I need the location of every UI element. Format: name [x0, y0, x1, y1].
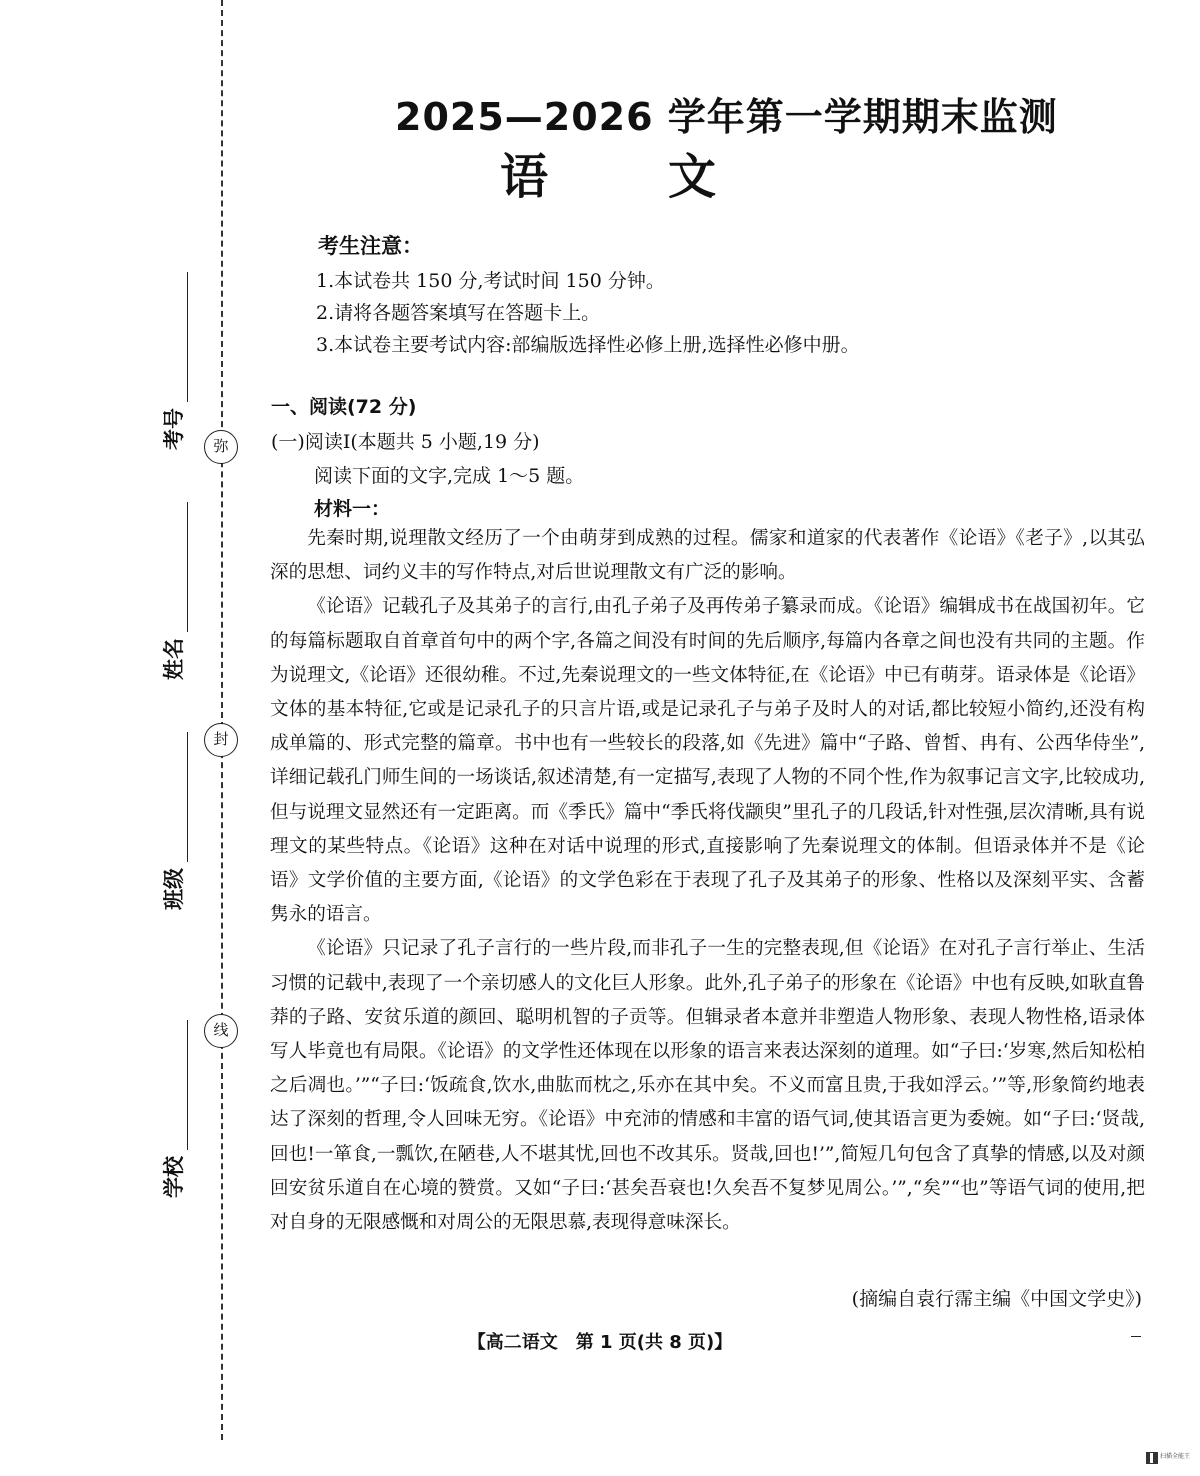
- class-label: 班级: [162, 868, 186, 910]
- source-citation: (摘编自袁行霈主编《中国文学史》): [851, 1288, 1142, 1310]
- exam-number-label: 考号: [162, 408, 186, 450]
- exam-number-blank[interactable]: [167, 272, 188, 402]
- class-field[interactable]: [158, 800, 188, 910]
- subject-title: 语文: [500, 149, 837, 205]
- footer-dash: [1131, 1336, 1141, 1337]
- seal-char-xian: 线: [204, 1014, 238, 1048]
- notice-item: 1.本试卷共 150 分,考试时间 150 分钟。: [316, 270, 665, 292]
- qr-code-icon: [1146, 1452, 1158, 1464]
- reading-instruction: 阅读下面的文字,完成 1～5 题。: [314, 465, 585, 487]
- school-field[interactable]: [158, 1088, 188, 1198]
- material-label: 材料一：: [314, 498, 391, 520]
- exam-title: 2025—2026 学年第一学期期末监测: [395, 95, 1058, 139]
- scanner-watermark: 扫描全能王: [1160, 1453, 1191, 1460]
- name-field[interactable]: [158, 570, 188, 680]
- binding-dashed-line: [221, 0, 223, 1440]
- name-blank[interactable]: [167, 502, 188, 632]
- paragraph: 先秦时期,说理散文经历了一个由萌芽到成熟的过程。儒家和道家的代表著作《论语》《老子》,以其弘深的思想、词约义丰的写作特点,对后世说理散文有广泛的影响。: [270, 528, 1145, 584]
- notice-item: 3.本试卷主要考试内容:部编版选择性必修上册,选择性必修中册。: [316, 334, 860, 356]
- notice-item: 2.请将各题答案填写在答题卡上。: [316, 302, 601, 324]
- material-body: [270, 522, 1145, 1240]
- seal-char-mi: 弥: [204, 430, 238, 464]
- notice-title: 考生注意：: [318, 234, 423, 258]
- exam-number-field[interactable]: [158, 340, 188, 450]
- paragraph: 《论语》记载孔子及其弟子的言行,由孔子弟子及再传弟子纂录而成。《论语》编辑成书在战国初年。它的每篇标题取自首章首句中的两个字,各篇之间没有时间的先后顺序,每篇内各章之间也没有共同的主题。作为说理文,《论语》还很幼稚。不过,先秦说理文的一些文体特征,在《论语》中已有萌芽。语录体是《论语》文体的基本特征,它或是记录孔子的只言片语,或是记录孔子与弟子及时人的对话,都比较短小简约,还没有构成单篇的、形式完整的篇章。书中也有一些较长的段落,如《先进》篇中“子路、曾皙、冉有、公西华侍坐”,详细记载孔门师生间的一场谈话,叙述清楚,有一定描写,表现了人物的不同个性,作为叙事记言文字,比较成功,但与说理文显然还有一定距离。而《季氏》篇中“季氏将伐颛臾”里孔子的几段话,针对性强,层次清晰,具有说理文的某些特点。《论语》这种在对话中说理的形式,直接影响了先秦说理文的体制。但语录体并不是《论语》文学价值的主要方面,《论语》的文学色彩在于表现了孔子及其弟子的形象、性格以及深刻平实、含蓄隽永的语言。: [270, 596, 1145, 926]
- school-blank[interactable]: [167, 1020, 188, 1150]
- page-footer: 【高二语文 第 1 页(共 8 页)】: [467, 1332, 733, 1353]
- seal-char-feng: 封: [204, 723, 238, 757]
- school-label: 学校: [162, 1156, 186, 1198]
- section-heading: 一、阅读(72 分): [271, 396, 417, 418]
- sub-section-heading: (一)阅读Ⅰ(本题共 5 小题,19 分): [271, 431, 540, 453]
- paragraph: 《论语》只记录了孔子言行的一些片段,而非孔子一生的完整表现,但《论语》在对孔子言行举止、生活习惯的记载中,表现了一个亲切感人的文化巨人形象。此外,孔子弟子的形象在《论语》中也有反映,如耿直鲁莽的子路、安贫乐道的颜回、聪明机智的子贡等。但辑录者本意并非塑造人物形象、表现人物性格,语录体写人毕竟也有局限。《论语》的文学性还体现在以形象的语言来表达深刻的道理。如“子曰:‘岁寒,然后知松柏之后凋也。’”“子曰:‘饭疏食,饮水,曲肱而枕之,乐亦在其中矣。不义而富且贵,于我如浮云。’”等,形象简约地表达了深刻的哲理,令人回味无穷。《论语》中充沛的情感和丰富的语气词,使其语言更为委婉。如“子曰:‘贤哉,回也!一箪食,一瓢饮,在陋巷,人不堪其忧,回也不改其乐。贤哉,回也!’”,简短几句包含了真挚的情感,以及对颜回安贫乐道自在心境的赞赏。又如“子曰:‘甚矣吾衰也!久矣吾不复梦见周公。’”,“矣”“也”等语气词的使用,把对自身的无限感慨和对周公的无限思慕,表现得意味深长。: [270, 938, 1145, 1234]
- class-blank[interactable]: [167, 732, 188, 862]
- name-label: 姓名: [162, 638, 186, 680]
